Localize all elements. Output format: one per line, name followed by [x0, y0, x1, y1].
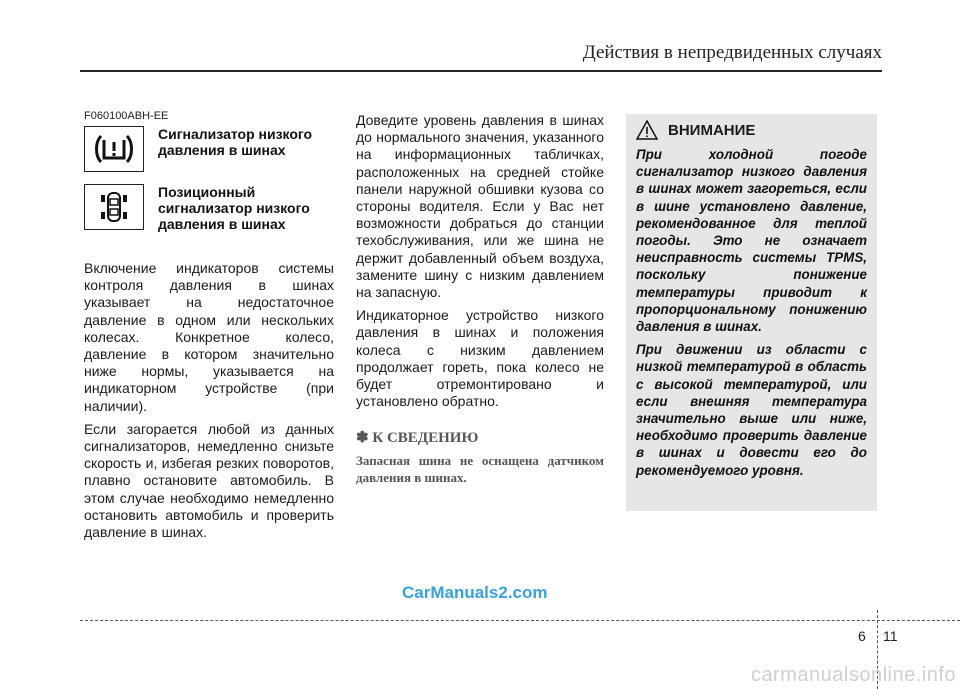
warning-title: ВНИМАНИЕ	[668, 121, 756, 139]
warning-box	[626, 114, 877, 511]
section-code: F060100ABH-EE	[84, 110, 169, 122]
col1-paragraph-1: Включение индикаторов системы контроля давления в шинах указывает на недостаточное давление в одном или нескольких колесах. Конкретное колесо, давление в котором значительно ниже нормы, указывается на индикаторном устройстве (при наличии).	[84, 260, 334, 414]
col1-paragraph-2: Если загорается любой из данных сигнализаторов, немедленно снизьте скорость и, избегая резких поворотов, плавно остановите автомобиль. В этом случае необходимо немедленно остановить автомобиль и проверить давление в шинах.	[84, 420, 334, 541]
footer-site-watermark: carmanualsonline.info	[750, 664, 956, 686]
column-1-text	[84, 260, 334, 547]
col2-paragraph-1: Доведите уровень давления в шинах до нормального значения, указанного на информационных табличках, расположенных на средней стойке панели наружной обшивки кузова со стороны водителя. Если у Вас нет возможности добраться до станции техобслуживания, или же шина не держит добавленный объем воздуха, замените шину с низким давлением на запасную.	[356, 112, 604, 301]
header-rule	[80, 70, 882, 72]
column-2-text	[356, 112, 604, 416]
indicator-label-low-pressure: Сигнализатор низкого давления в шинах	[158, 126, 313, 158]
note-text: Запасная шина не оснащена датчиком давления в шинах.	[356, 453, 604, 485]
tire-position-icon	[84, 184, 144, 230]
warning-triangle-icon	[636, 120, 658, 140]
col2-paragraph-2: Индикаторное устройство низкого давления в шинах и положения колеса с низким давлением продолжает гореть, пока колесо не будет отремонтировано и установлено обратно.	[356, 307, 604, 410]
warning-body	[636, 146, 867, 479]
warning-paragraph-1: При холодной погоде сигнализатор низкого давления в шинах может загореться, если в шине установлено давление, рекомендованное для теплой погоды. Это не означает неисправность системы TPMS, поскольку понижение температуры приводит к пропорциональному понижению давления в шинах.	[636, 147, 867, 335]
indicator-label-position: Позиционный сигнализатор низкого давления в шинах	[158, 184, 310, 232]
tpms-warning-icon	[84, 126, 144, 172]
chapter-number: 6	[858, 628, 866, 644]
warning-paragraph-2: При движении из области с низкой температурой в область с высокой температурой, или если внешняя температура значительно выше или ниже, необходимо проверить давление в шинах и довести его до рекомендуемого уровня.	[636, 342, 867, 478]
page-header-title: Действия в непредвиденных случаях	[582, 42, 882, 63]
page-number: 11	[883, 628, 898, 644]
footer-rule	[80, 620, 960, 621]
warning-header	[636, 120, 867, 140]
note-title: ✽ К СВЕДЕНИЮ	[356, 430, 479, 446]
watermark-link[interactable]: CarManuals2.com	[402, 583, 548, 602]
